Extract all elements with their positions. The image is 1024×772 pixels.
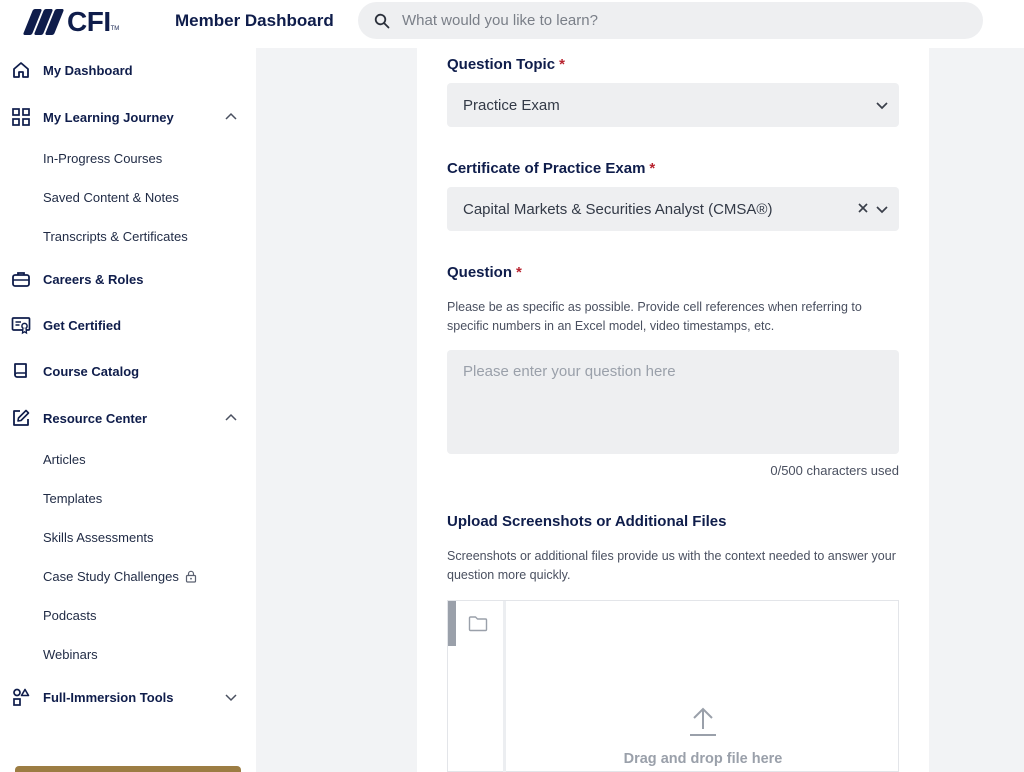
character-counter: 0/500 characters used [770,463,899,478]
sidebar-item-label: My Learning Journey [43,109,174,125]
question-topic-value: Practice Exam [463,96,560,114]
sidebar-subitem-podcasts[interactable]: Podcasts [43,607,97,623]
upload-help-text: Screenshots or additional files provide us with the context needed to answer your question more quickly. [447,549,896,582]
sidebar-item-resource-center[interactable] [0,400,256,436]
main-content [256,48,1024,772]
sidebar-subitem-transcripts-certificates[interactable]: Transcripts & Certificates [43,228,188,244]
sidebar-item-get-certified[interactable] [0,307,256,343]
chevron-down-icon[interactable] [224,690,238,704]
page-title: Member Dashboard [175,11,334,30]
sidebar-subitem-saved-content-notes[interactable]: Saved Content & Notes [43,189,179,205]
folder-icon[interactable] [468,615,488,632]
book-icon [11,361,31,381]
sidebar [0,48,256,772]
chevron-up-icon[interactable] [224,110,238,124]
logo-mark [28,9,59,35]
sidebar-cta-button[interactable] [15,766,241,772]
question-textarea[interactable] [447,350,899,454]
chevron-down-icon [875,98,889,112]
sidebar-item-careers-roles[interactable] [0,261,256,297]
sidebar-subitem-skills-assessments[interactable]: Skills Assessments [43,529,154,545]
logo-text: CFI [67,6,111,37]
required-marker: * [649,160,656,177]
question-topic-label: Question Topic * [447,56,565,73]
question-label: Question * [447,264,522,281]
certificate-label: Certificate of Practice Exam * [447,160,656,177]
chevron-down-icon [875,202,889,216]
sidebar-item-label: My Dashboard [43,62,133,78]
sidebar-subitem-templates[interactable]: Templates [43,490,103,506]
clear-icon[interactable] [857,202,869,214]
sidebar-item-full-immersion-tools[interactable] [0,679,256,715]
home-icon [11,60,31,80]
sidebar-subitem-webinars[interactable]: Webinars [43,646,98,662]
search-icon [374,13,390,29]
certificate-icon [11,315,31,335]
sidebar-item-my-dashboard[interactable] [0,52,256,88]
certificate-value: Capital Markets & Securities Analyst (CMSA®) [463,200,773,218]
sidebar-item-course-catalog[interactable] [0,353,256,389]
cfi-logo[interactable] [28,6,119,38]
sidebar-item-label: Get Certified [43,317,122,333]
question-help-text: Please be as specific as possible. Provide cell references when referring to specific numbers in an Excel model, video timestamps, etc. [447,300,862,333]
search-bar[interactable] [358,2,983,39]
top-header [0,0,1024,48]
grid-icon [11,107,31,127]
upload-source-rail [448,601,506,772]
upload-icon [689,707,717,737]
required-marker: * [559,56,565,73]
shapes-icon [11,687,31,707]
question-form-card [417,48,929,772]
sidebar-item-label: Course Catalog [43,363,140,379]
question-topic-select[interactable] [447,83,899,127]
lock-icon [185,570,197,583]
briefcase-icon [11,269,31,289]
upload-source-indicator [448,601,456,646]
certificate-select[interactable] [447,187,899,231]
sidebar-item-label: Resource Center [43,410,148,426]
file-dropzone[interactable] [447,600,899,772]
upload-label: Upload Screenshots or Additional Files [447,513,727,530]
required-marker: * [516,264,522,281]
sidebar-item-label: Careers & Roles [43,271,144,287]
sidebar-item-my-learning-journey[interactable] [0,99,256,135]
sidebar-subitem-articles[interactable]: Articles [43,451,86,467]
dropzone-text: Drag and drop file here [623,751,783,767]
chevron-up-icon[interactable] [224,411,238,425]
sidebar-item-label: Full-Immersion Tools [43,689,174,705]
sidebar-subitem-case-study-challenges[interactable] [43,564,197,588]
logo-trademark: TM [110,26,120,32]
edit-icon [11,408,31,428]
sidebar-subitem-label: Case Study Challenges [43,568,179,584]
sidebar-subitem-in-progress-courses[interactable]: In-Progress Courses [43,150,163,166]
search-input[interactable] [402,2,962,39]
